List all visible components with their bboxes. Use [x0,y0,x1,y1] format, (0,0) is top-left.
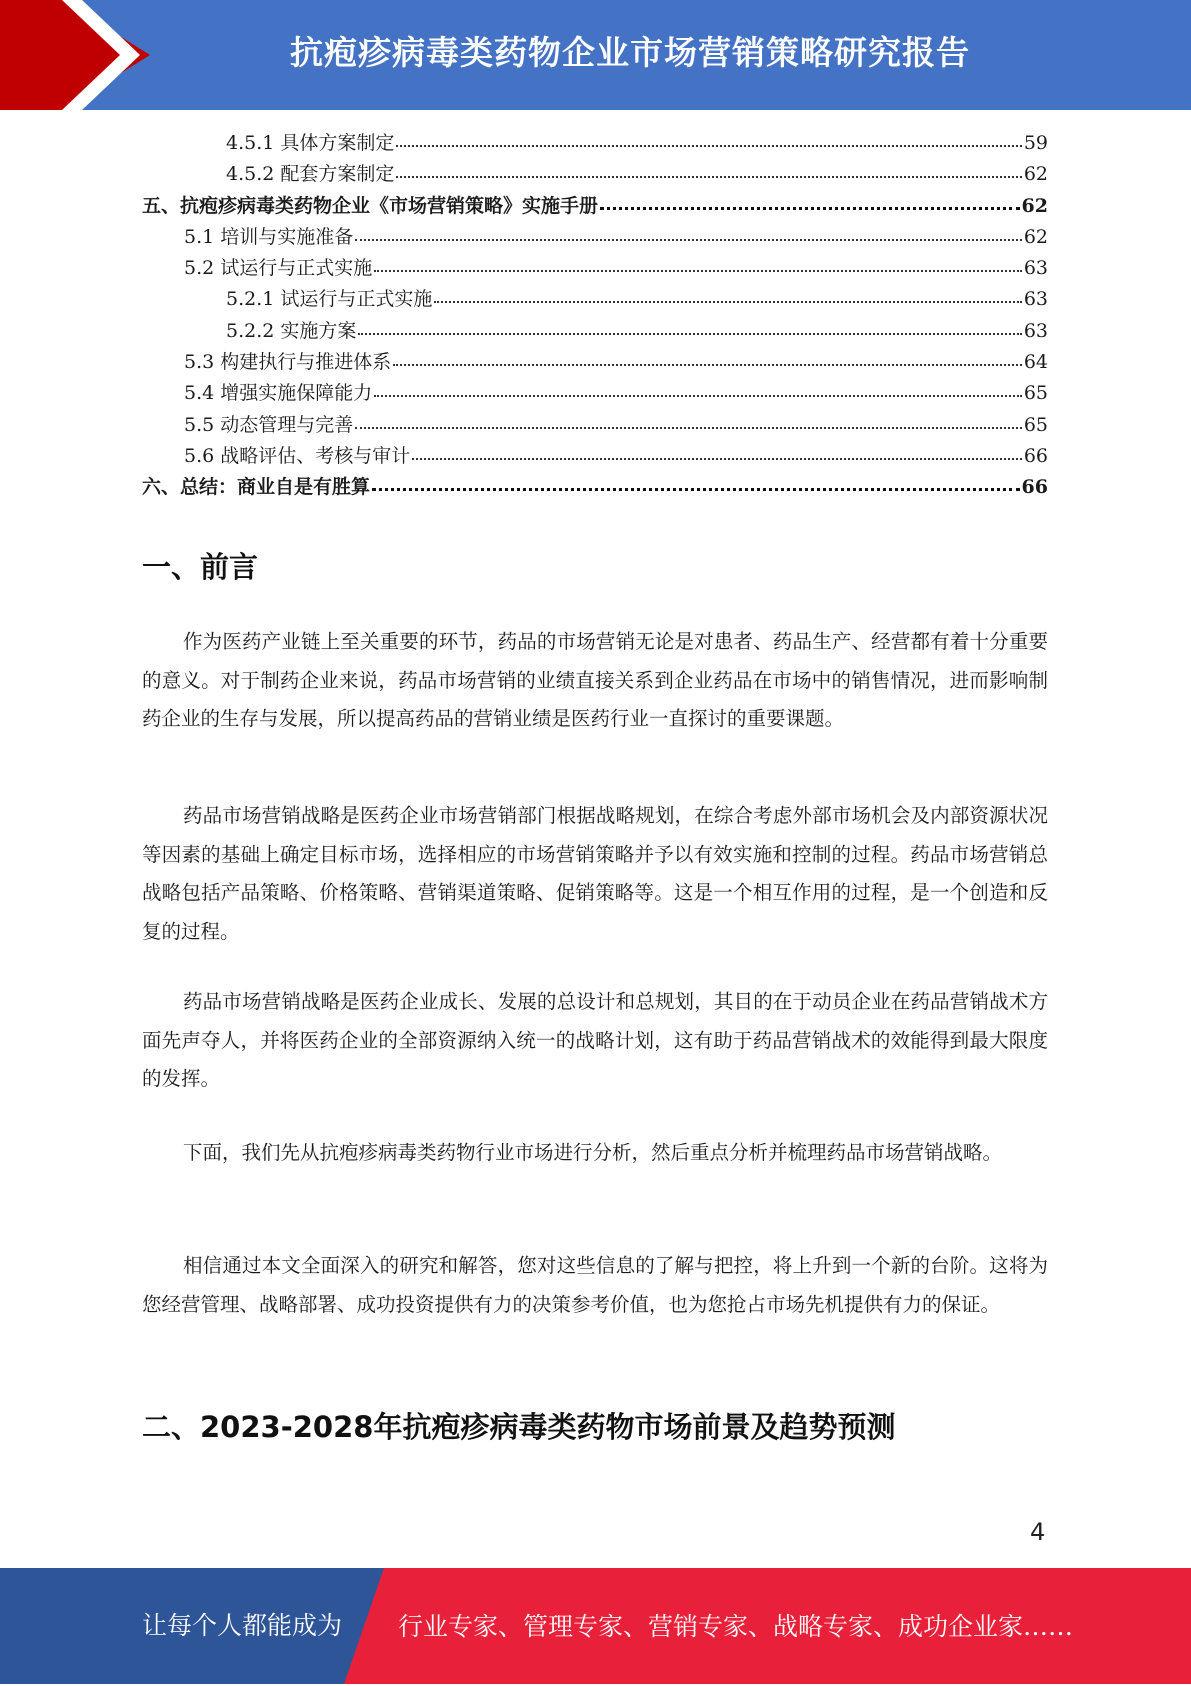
toc-entry-title: 5.2.1 试运行与正式实施 [226,288,433,311]
toc-entry[interactable] [142,128,1048,159]
toc-entry[interactable] [142,159,1048,190]
toc-entry-title: 五、抗疱疹病毒类药物企业《市场营销策略》实施手册 [142,194,599,217]
toc-entry-title: 5.4 增强实施保障能力 [184,382,373,405]
page-number: 4 [1030,1518,1046,1546]
toc-entry[interactable] [142,253,1048,284]
toc-leader-dots [374,270,1022,272]
header-title: 抗疱疹病毒类药物企业市场营销策略研究报告 [290,33,970,72]
page-header [0,0,1191,110]
paragraph: 药品市场营销战略是医药企业成长、发展的总设计和总规划，其目的在于动员企业在药品营销战术方面先声夺人，并将医药企业的全部资源纳入统一的战略计划，这有助于药品营销战术的效能得到最大限度的发挥。 [142,990,1048,1090]
toc-leader-dots [434,301,1021,303]
toc-entry[interactable] [142,284,1048,315]
toc-leader-dots [358,333,1021,335]
toc-entry-page: 59 [1023,132,1048,154]
toc-entry[interactable] [142,410,1048,441]
toc-leader-dots [355,427,1022,429]
toc-entry-title: 5.1 培训与实施准备 [184,225,354,248]
toc-entry[interactable] [142,222,1048,253]
chevron-right-icon [60,0,160,110]
toc-entry-page: 63 [1023,288,1048,311]
toc-entry-title: 5.2.2 实施方案 [226,319,357,342]
toc-entry-title: 5.2 试运行与正式实施 [184,257,373,280]
toc-entry[interactable] [142,378,1048,409]
toc-leader-dots [393,364,1022,366]
toc-entry-title: 5.5 动态管理与完善 [184,413,354,436]
toc-leader-dots [600,207,1020,210]
toc-leader-dots [396,145,1021,147]
toc-entry-title: 5.3 构建执行与推进体系 [184,351,392,374]
toc-entry[interactable] [142,472,1048,503]
toc-entry-page: 62 [1021,194,1048,217]
toc-leader-dots [396,176,1021,178]
toc-entry-page: 62 [1023,163,1048,186]
page-footer [0,1568,1191,1684]
footer-slogan-right: 行业专家、管理专家、营销专家、战略专家、成功企业家…… [398,1612,1074,1641]
paragraph: 相信通过本文全面深入的研究和解答，您对这些信息的了解与把控，将上升到一个新的台阶。这将为您经营管理、战略部署、成功投资提供有力的决策参考价值，也为您抢占市场先机提供有力的保证。 [142,1254,1048,1316]
toc-leader-dots [374,395,1022,397]
toc-leader-dots [372,488,1020,491]
section-heading-preface: 一、前言 [142,550,259,584]
paragraph: 下面，我们先从抗疱疹病毒类药物行业市场进行分析，然后重点分析并梳理药品市场营销战略。 [183,1141,1003,1164]
footer-slogan-left: 让每个人都能成为 [142,1611,343,1640]
toc-entry[interactable] [142,191,1048,222]
toc-entry-page: 63 [1023,319,1048,342]
toc-entry[interactable] [142,316,1048,347]
toc-entry-page: 65 [1023,382,1048,405]
toc-entry-page: 63 [1023,257,1048,280]
table-of-contents [142,128,1048,504]
paragraph: 药品市场营销战略是医药企业市场营销部门根据战略规划，在综合考虑外部市场机会及内部资源状况等因素的基础上确定目标市场，选择相应的市场营销策略并予以有效实施和控制的过程。药品市场营销总战略包括产品策略、价格策略、营销渠道策略、促销策略等。这是一个相互作用的过程，是一个创造和反复的过程。 [142,804,1048,943]
toc-entry-title: 4.5.2 配套方案制定 [226,163,395,186]
toc-entry-title: 5.6 战略评估、考核与审计 [184,444,411,467]
toc-leader-dots [355,239,1022,241]
toc-entry-title: 4.5.1 具体方案制定 [226,132,395,154]
toc-entry[interactable] [142,347,1048,378]
toc-leader-dots [412,458,1022,460]
toc-entry-page: 66 [1021,476,1048,499]
toc-entry-page: 62 [1023,225,1048,248]
toc-entry-title: 六、总结：商业自是有胜算 [142,476,371,499]
paragraph: 作为医药产业链上至关重要的环节，药品的市场营销无论是对患者、药品生产、经营都有着十分重要的意义。对于制药企业来说，药品市场营销的业绩直接关系到企业药品在市场中的销售情况，进而影响制药企业的生存与发展，所以提高药品的营销业绩是医药行业一直探讨的重要课题。 [142,630,1048,730]
toc-entry-page: 66 [1023,444,1048,467]
section-heading-forecast: 二、2023-2028年抗疱疹病毒类药物市场前景及趋势预测 [142,1410,896,1444]
toc-entry[interactable] [142,441,1048,472]
toc-entry-page: 65 [1023,413,1048,436]
toc-entry-page: 64 [1023,351,1048,374]
